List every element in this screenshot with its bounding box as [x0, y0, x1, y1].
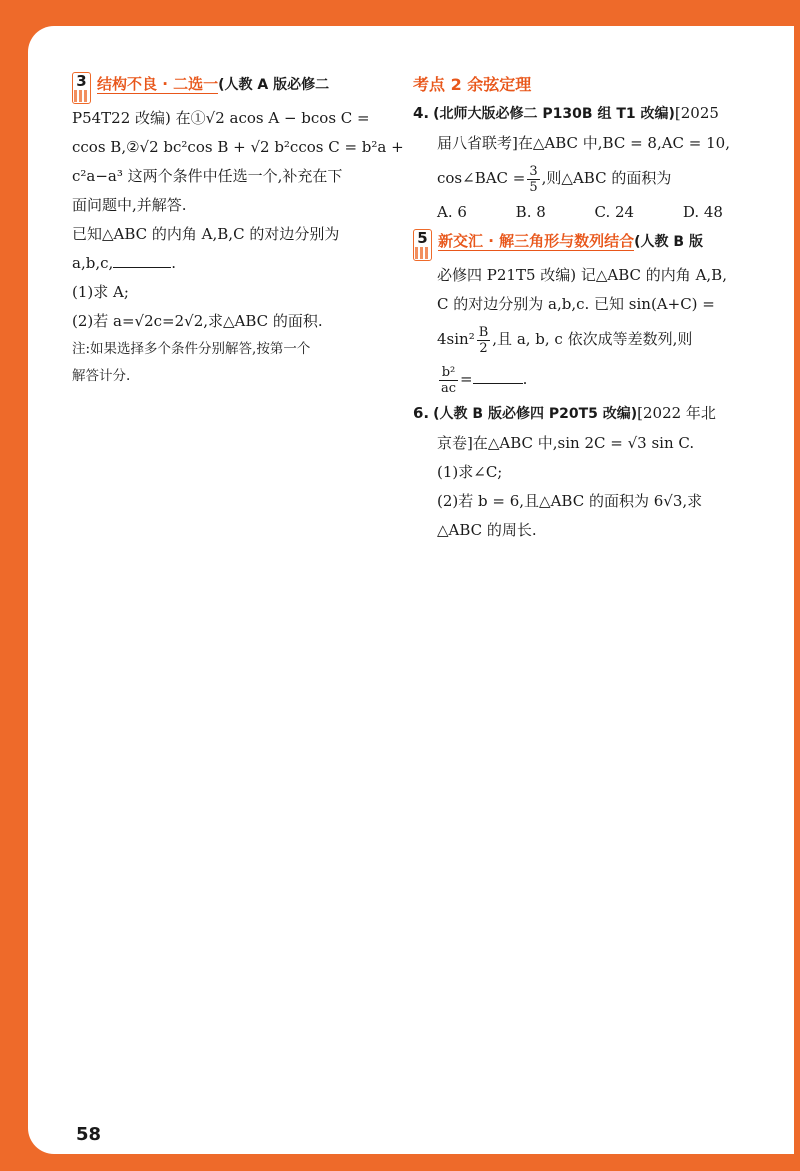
fraction-denominator: 2: [479, 340, 488, 356]
question-3-tag: 结构不良 · 二选一: [97, 75, 219, 93]
fraction-denominator: ac: [441, 380, 457, 396]
choice-d: D. 48: [682, 203, 723, 221]
question-5-tag: 新交汇 · 解三角形与数列结合: [438, 232, 635, 250]
choice-b: B. 8: [515, 203, 546, 221]
question-5-line-2: 必修四 P21T5 改编) 记△ABC 的内角 A,B,: [437, 266, 727, 284]
choice-a: A. 6: [437, 203, 467, 221]
question-6-exam: [2022 年北: [637, 404, 716, 422]
question-6-number: 6.: [413, 404, 430, 422]
blank-suffix: .: [171, 254, 177, 272]
choice-c: C. 24: [594, 203, 635, 221]
question-3-part-2: (2)若 a=√2c=2√2,求△ABC 的面积.: [72, 312, 323, 330]
right-column: [413, 70, 758, 545]
question-3-source: (人教 A 版必修二: [218, 77, 330, 93]
question-4-line-2: 届八省联考]在△ABC 中,BC = 8,AC = 10,: [437, 134, 730, 152]
question-6-part-2b: △ABC 的周长.: [437, 521, 537, 539]
fraction-denominator: 5: [529, 179, 538, 195]
question-5-number: 5: [417, 229, 428, 247]
question-6-part-2: (2)若 b = 6,且△ABC 的面积为 6√3,求: [437, 492, 703, 510]
question-4-line-1: [413, 99, 758, 129]
answer-blank: [113, 254, 171, 268]
question-3-line: ccos B,②√2 bc²cos B + √2 b²ccos C = b²a +: [72, 138, 404, 156]
fraction-numerator: 3: [529, 163, 538, 179]
question-3-line: 面问题中,并解答.: [72, 196, 187, 214]
question-3-line: P54T22 改编) 在①√2 acos A − bcos C =: [72, 109, 370, 127]
fraction-numerator: b²: [439, 365, 458, 381]
question-6-source: (人教 B 版必修四 P20T5 改编): [433, 406, 638, 422]
question-4-choices: [413, 198, 733, 227]
video-code-icon: [74, 90, 89, 102]
question-6-part-1: (1)求∠C;: [437, 463, 503, 481]
cos-expression: cos∠BAC =: [437, 169, 526, 187]
question-5-badge: [413, 229, 432, 261]
question-4-source: (北师大版必修二 P130B 组 T1 改编): [433, 106, 675, 122]
blank-prefix: a,b,c,: [72, 254, 114, 272]
page-number: 58: [76, 1124, 102, 1145]
equals-sign: =: [460, 370, 473, 388]
question-3-badge: [72, 72, 91, 104]
left-column: [72, 70, 412, 390]
question-3-note: 注:如果选择多个条件分别解答,按第一个: [72, 341, 311, 357]
question-4-number: 4.: [413, 104, 430, 122]
question-5-source: (人教 B 版: [634, 234, 703, 250]
question-5-line-3: C 的对边分别为 a,b,c. 已知 sin(A+C) =: [437, 295, 715, 313]
fraction: [439, 365, 458, 396]
question-5-condition: ,且 a, b, c 依次成等差数列,则: [492, 330, 693, 348]
blank-suffix: .: [522, 370, 528, 388]
sin-expression: 4sin²: [437, 330, 475, 348]
question-4-line-3: [413, 158, 758, 198]
fraction: [477, 325, 491, 356]
question-6-line-2: 京卷]在△ABC 中,sin 2C = √3 sin C.: [437, 434, 695, 452]
question-3-header: [72, 70, 412, 104]
question-5-header: [413, 227, 758, 261]
question-3-line: c²a−a³ 这两个条件中任选一个,补充在下: [72, 167, 343, 185]
section-title: 考点 2 余弦定理: [413, 75, 532, 94]
question-6-line-1: [413, 399, 758, 429]
question-3-line: 已知△ABC 的内角 A,B,C 的对边分别为: [72, 225, 340, 243]
video-code-icon: [415, 247, 430, 259]
question-5-line-4: [413, 319, 758, 359]
question-4-ask: ,则△ABC 的面积为: [541, 169, 672, 187]
answer-blank: [473, 370, 523, 384]
question-3-number: 3: [76, 72, 87, 90]
question-3-part-1: (1)求 A;: [72, 283, 129, 301]
fraction: [527, 164, 539, 195]
fraction-numerator: B: [478, 324, 489, 340]
page-sheet: [28, 26, 794, 1154]
question-4-exam: [2025: [674, 104, 719, 122]
question-3-note: 解答计分.: [72, 368, 131, 384]
question-5-line-5: [413, 359, 758, 399]
question-3-blank-line: [72, 249, 412, 278]
